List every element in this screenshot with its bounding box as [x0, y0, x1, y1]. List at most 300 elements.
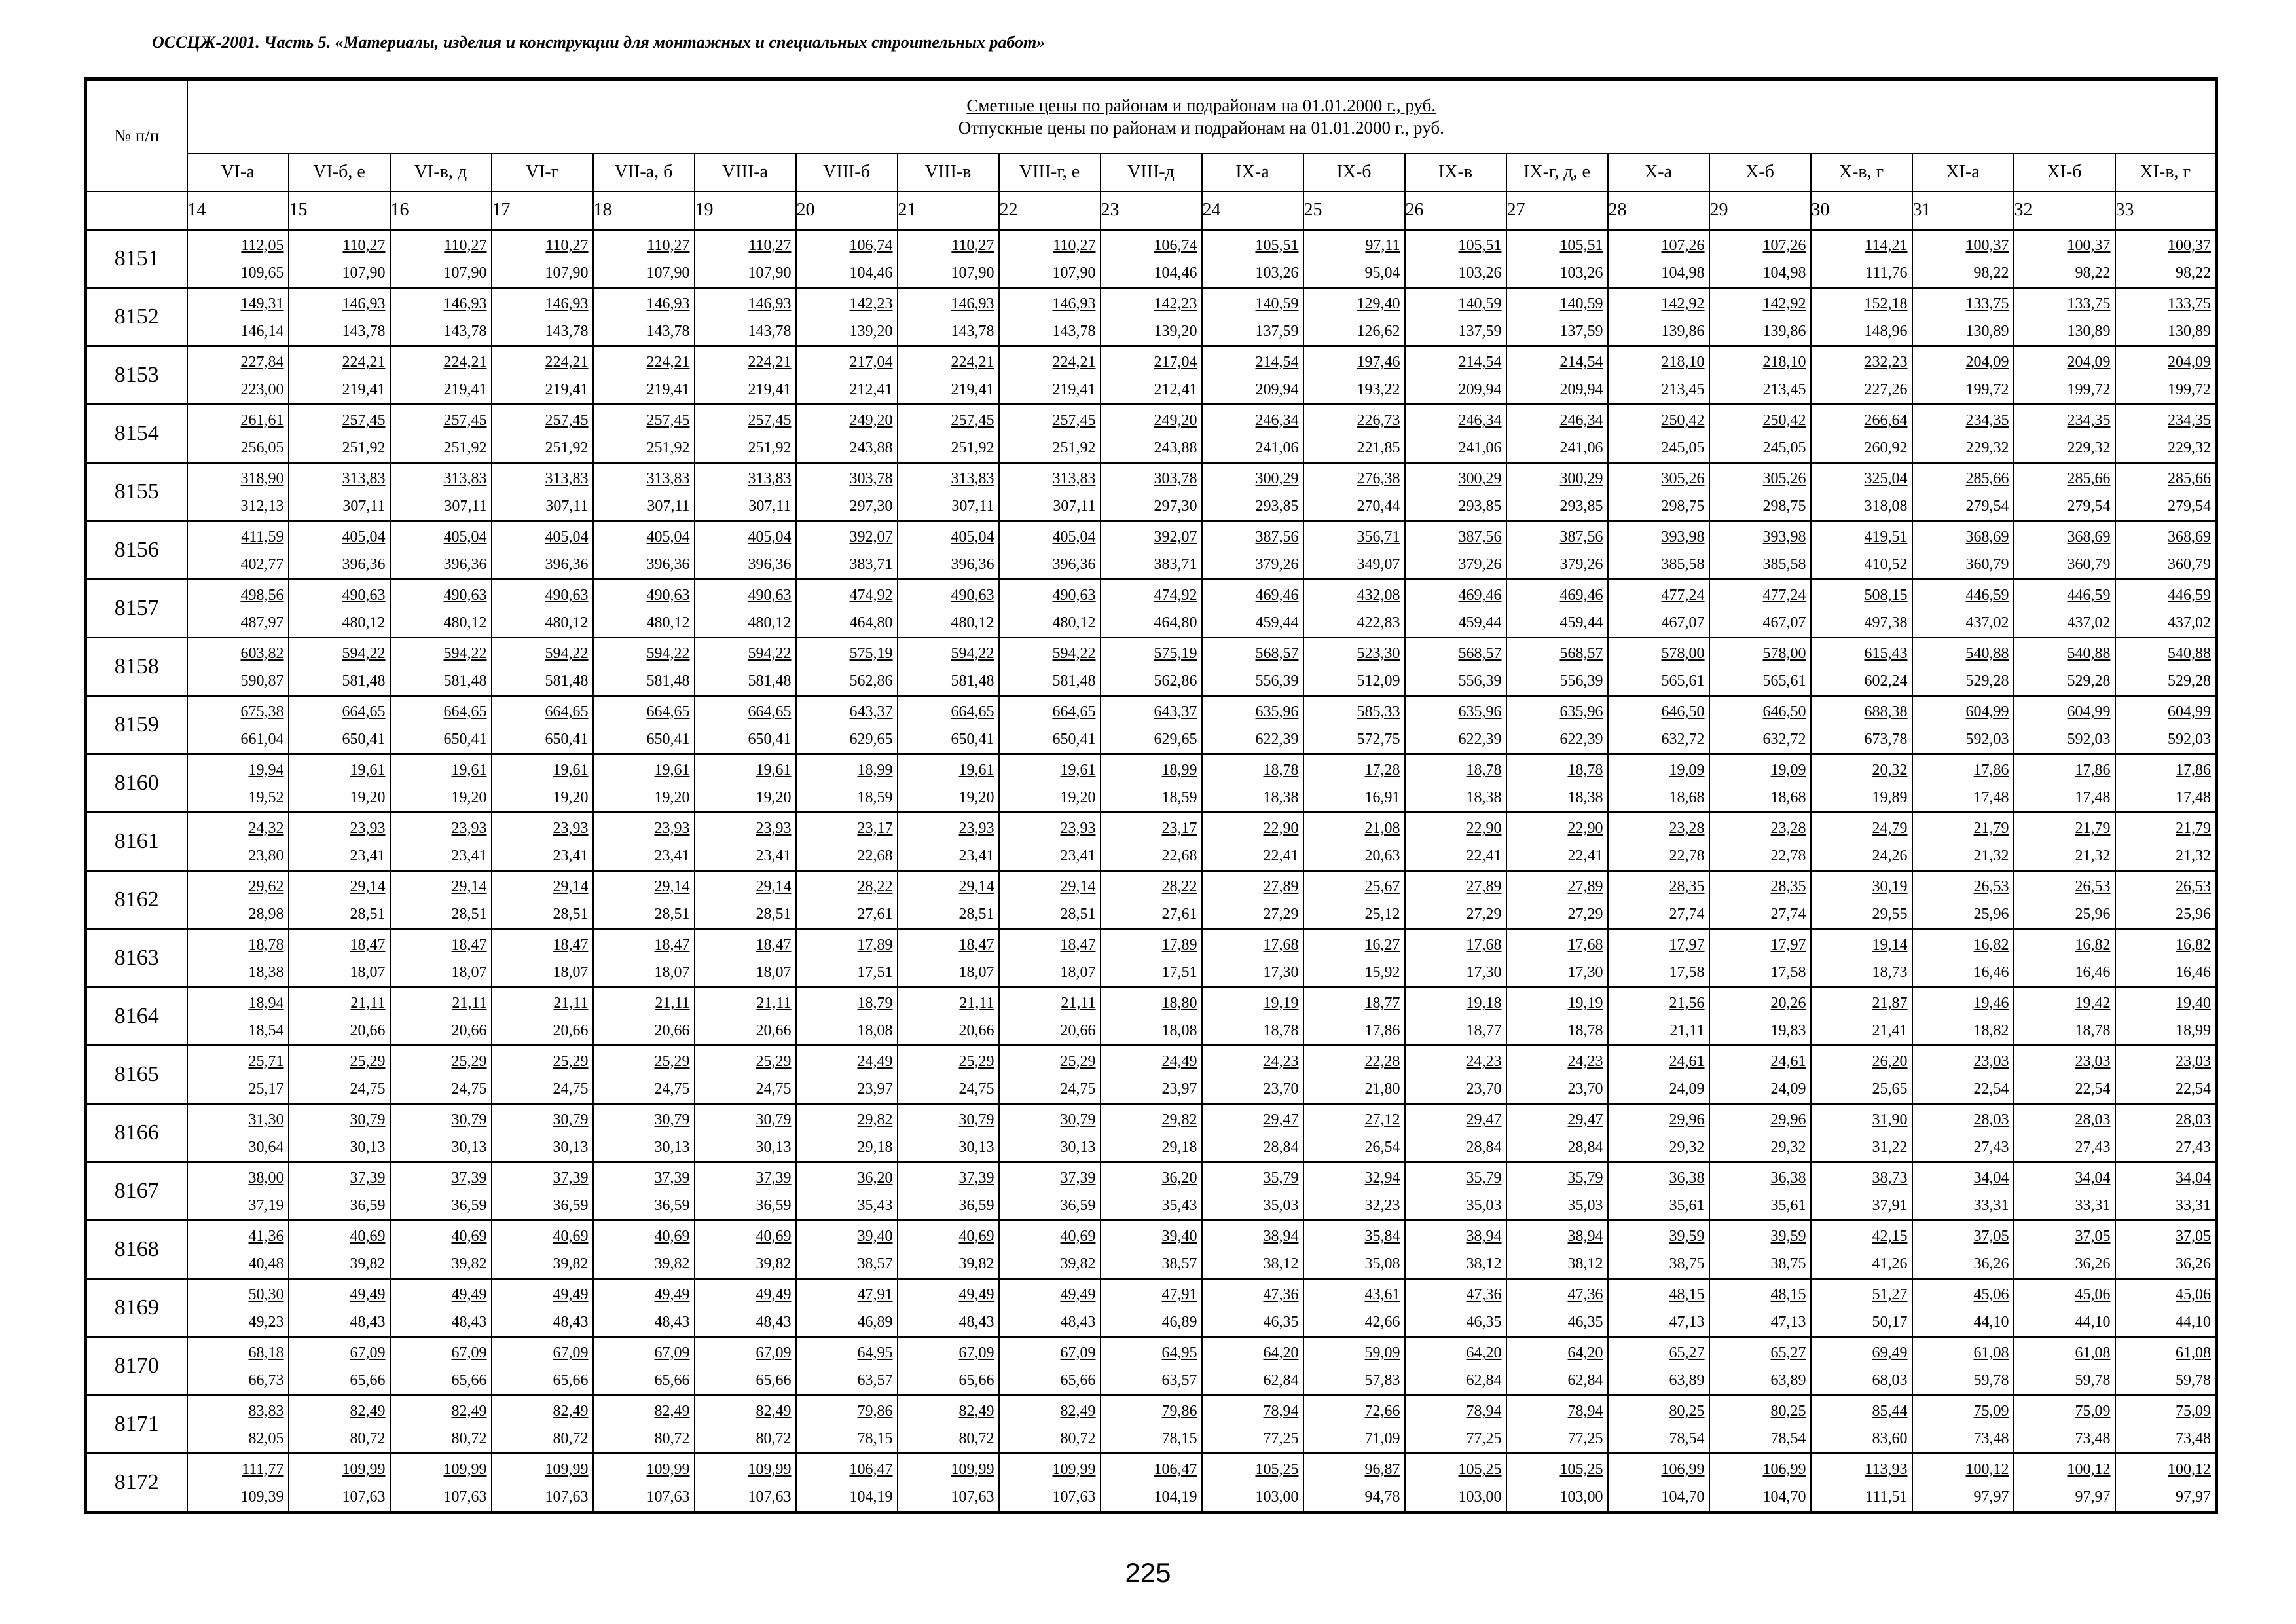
price-cell — [796, 1046, 898, 1104]
estimate-price: 78,94 — [1567, 1403, 1603, 1420]
price-cell — [593, 463, 695, 521]
estimate-price: 37,39 — [553, 1170, 589, 1187]
release-price: 17,48 — [1973, 789, 2009, 806]
price-cell — [999, 1395, 1101, 1454]
release-price: 59,78 — [1973, 1372, 2009, 1389]
release-price: 29,18 — [1161, 1139, 1197, 1156]
price-cell — [1811, 288, 1912, 346]
release-price: 36,26 — [1973, 1255, 2009, 1272]
estimate-price: 61,08 — [1973, 1344, 2009, 1361]
estimate-price: 477,24 — [1762, 587, 1806, 604]
estimate-price-title: Сметные цены по районам и подрайонам на 01.01.2000 г., руб. — [966, 96, 1436, 115]
estimate-price: 477,24 — [1661, 587, 1705, 604]
row-code: 8159 — [86, 696, 187, 754]
estimate-price: 105,51 — [1255, 237, 1299, 254]
price-cell — [898, 929, 999, 987]
price-cell — [999, 696, 1101, 754]
release-price: 16,91 — [1364, 789, 1400, 806]
price-cell — [1101, 1162, 1202, 1221]
release-price: 581,48 — [748, 673, 792, 690]
price-cell — [187, 1395, 289, 1454]
estimate-price: 64,95 — [1161, 1344, 1197, 1361]
price-cell — [1202, 1046, 1303, 1104]
release-price: 650,41 — [646, 731, 690, 748]
release-price: 437,02 — [2067, 614, 2111, 631]
release-price: 36,59 — [350, 1197, 386, 1214]
release-price: 18,08 — [857, 1022, 893, 1039]
price-cell — [898, 1279, 999, 1337]
estimate-price: 19,14 — [1872, 936, 1908, 953]
price-cell — [1303, 1337, 1405, 1395]
estimate-price: 49,49 — [451, 1286, 487, 1303]
estimate-price: 23,93 — [553, 820, 589, 837]
estimate-price: 114,21 — [1865, 237, 1908, 254]
release-price: 137,59 — [1559, 323, 1603, 340]
release-price: 35,03 — [1567, 1197, 1603, 1214]
estimate-price: 35,79 — [1466, 1170, 1502, 1187]
release-price: 36,26 — [2075, 1255, 2111, 1272]
release-price: 35,61 — [1669, 1197, 1705, 1214]
estimate-price: 21,11 — [959, 995, 994, 1012]
price-cell — [1811, 463, 1912, 521]
estimate-price: 109,99 — [1052, 1461, 1096, 1478]
release-price: 73,48 — [1973, 1430, 2009, 1447]
release-price: 139,20 — [849, 323, 893, 340]
release-price: 77,25 — [1263, 1430, 1299, 1447]
price-cell — [898, 638, 999, 696]
release-price: 17,58 — [1669, 964, 1705, 981]
price-cell — [1101, 580, 1202, 638]
price-cell — [1811, 1162, 1912, 1221]
price-cell — [1405, 754, 1506, 813]
release-price: 48,43 — [1060, 1314, 1096, 1331]
table-row — [86, 463, 2217, 521]
price-cell — [1912, 1104, 2014, 1162]
estimate-price: 40,69 — [1060, 1228, 1096, 1245]
estimate-price: 688,38 — [1864, 703, 1908, 720]
estimate-price: 25,29 — [958, 1053, 994, 1070]
table-row — [86, 346, 2217, 405]
release-price: 23,70 — [1263, 1080, 1299, 1098]
release-price: 28,51 — [553, 906, 589, 923]
estimate-price: 49,49 — [553, 1286, 589, 1303]
estimate-price: 393,98 — [1661, 528, 1705, 545]
release-price: 65,66 — [350, 1372, 386, 1389]
price-cell — [492, 521, 593, 580]
price-cell — [1405, 463, 1506, 521]
price-cell — [2115, 405, 2217, 463]
price-cell — [898, 696, 999, 754]
price-cell — [1912, 1162, 2014, 1221]
estimate-price: 578,00 — [1762, 645, 1806, 662]
release-price: 35,08 — [1364, 1255, 1400, 1272]
price-cell — [1811, 754, 1912, 813]
price-cell — [1811, 1337, 1912, 1395]
column-number: 22 — [999, 191, 1101, 230]
price-cell — [695, 463, 796, 521]
price-cell — [695, 230, 796, 288]
estimate-price: 224,21 — [443, 354, 487, 371]
release-price: 107,63 — [342, 1488, 386, 1505]
estimate-price: 40,69 — [350, 1228, 386, 1245]
estimate-price: 110,27 — [951, 237, 994, 254]
estimate-price: 30,79 — [1060, 1111, 1096, 1128]
price-cell — [492, 987, 593, 1046]
release-price: 41,26 — [1872, 1255, 1908, 1272]
estimate-price: 490,63 — [545, 587, 589, 604]
estimate-price: 100,37 — [1965, 237, 2009, 254]
release-price: 28,51 — [756, 906, 792, 923]
estimate-price: 568,57 — [1458, 645, 1502, 662]
release-price: 212,41 — [849, 381, 893, 398]
estimate-price: 49,49 — [654, 1286, 690, 1303]
column-number: 16 — [390, 191, 492, 230]
estimate-price: 18,47 — [958, 936, 994, 953]
price-cell — [1506, 987, 1608, 1046]
estimate-price: 313,83 — [545, 470, 589, 487]
price-cell — [1405, 1337, 1506, 1395]
release-price: 219,41 — [646, 381, 690, 398]
price-cell — [898, 580, 999, 638]
estimate-price: 490,63 — [646, 587, 690, 604]
price-cell — [593, 230, 695, 288]
release-price: 318,08 — [1864, 498, 1908, 515]
release-price: 383,71 — [849, 556, 893, 573]
estimate-price: 29,14 — [451, 878, 487, 895]
estimate-price: 29,62 — [248, 878, 284, 895]
release-price: 556,39 — [1458, 673, 1502, 690]
price-cell — [289, 1046, 390, 1104]
release-price: 71,09 — [1364, 1430, 1400, 1447]
table-row — [86, 929, 2217, 987]
estimate-price: 82,49 — [350, 1403, 386, 1420]
price-cell — [1202, 696, 1303, 754]
price-cell — [1303, 638, 1405, 696]
release-price: 22,41 — [1263, 847, 1299, 864]
price-cell — [593, 1162, 695, 1221]
release-price: 219,41 — [951, 381, 994, 398]
estimate-price: 26,53 — [1973, 878, 2009, 895]
price-cell — [187, 346, 289, 405]
row-code: 8166 — [86, 1104, 187, 1162]
estimate-price: 36,20 — [1161, 1170, 1197, 1187]
estimate-price: 19,61 — [451, 762, 487, 779]
estimate-price: 18,47 — [350, 936, 386, 953]
estimate-price: 100,12 — [1965, 1461, 2009, 1478]
release-price: 104,70 — [1762, 1488, 1806, 1505]
release-price: 36,59 — [756, 1197, 792, 1214]
price-cell — [2115, 1046, 2217, 1104]
estimate-price: 18,77 — [1364, 995, 1400, 1012]
release-price: 650,41 — [443, 731, 487, 748]
price-cell — [1709, 1337, 1811, 1395]
price-cell — [1303, 1395, 1405, 1454]
release-price: 24,75 — [756, 1080, 792, 1098]
release-price: 396,36 — [545, 556, 589, 573]
estimate-price: 643,37 — [849, 703, 893, 720]
release-price: 243,88 — [849, 439, 893, 456]
price-cell — [593, 1046, 695, 1104]
release-price: 219,41 — [748, 381, 792, 398]
release-price: 39,82 — [654, 1255, 690, 1272]
estimate-price: 646,50 — [1762, 703, 1806, 720]
release-price: 28,51 — [350, 906, 386, 923]
release-price: 396,36 — [342, 556, 386, 573]
release-price: 219,41 — [545, 381, 589, 398]
price-cell — [2014, 1221, 2115, 1279]
price-cell — [390, 929, 492, 987]
price-cell — [695, 696, 796, 754]
price-cell — [1608, 696, 1709, 754]
release-price: 107,90 — [951, 265, 994, 282]
price-cell — [1101, 1395, 1202, 1454]
district-header: VIII-д — [1101, 153, 1202, 191]
price-cell — [1709, 580, 1811, 638]
release-price: 396,36 — [951, 556, 994, 573]
price-cell — [1912, 754, 2014, 813]
price-cell — [289, 813, 390, 871]
release-price: 379,26 — [1559, 556, 1603, 573]
release-price: 37,19 — [248, 1197, 284, 1214]
release-price: 385,58 — [1762, 556, 1806, 573]
price-cell — [1506, 580, 1608, 638]
estimate-price: 257,45 — [748, 412, 792, 429]
price-cell — [999, 813, 1101, 871]
release-price: 27,29 — [1263, 906, 1299, 923]
row-code: 8162 — [86, 871, 187, 929]
release-price: 23,41 — [553, 847, 589, 864]
estimate-price: 105,25 — [1458, 1461, 1502, 1478]
release-price: 27,43 — [2075, 1139, 2111, 1156]
release-price: 437,02 — [2168, 614, 2212, 631]
estimate-price: 110,27 — [1053, 237, 1096, 254]
price-cell — [1303, 987, 1405, 1046]
price-cell — [2115, 346, 2217, 405]
estimate-price: 664,65 — [646, 703, 690, 720]
price-cell — [1202, 1337, 1303, 1395]
table-row — [86, 1454, 2217, 1513]
price-cell — [492, 929, 593, 987]
price-cell — [898, 987, 999, 1046]
price-cell — [796, 871, 898, 929]
estimate-price: 25,67 — [1364, 878, 1400, 895]
release-price: 18,73 — [1872, 964, 1908, 981]
price-cell — [492, 1104, 593, 1162]
estimate-price: 405,04 — [443, 528, 487, 545]
column-number-blank — [86, 191, 187, 230]
estimate-price: 18,47 — [654, 936, 690, 953]
release-price: 245,05 — [1661, 439, 1705, 456]
release-price: 650,41 — [545, 731, 589, 748]
price-cell — [1101, 1221, 1202, 1279]
estimate-price: 249,20 — [849, 412, 893, 429]
price-cell — [390, 1279, 492, 1337]
release-price: 73,48 — [2176, 1430, 2212, 1447]
price-cell — [1912, 929, 2014, 987]
price-cell — [999, 1221, 1101, 1279]
price-cell — [1303, 288, 1405, 346]
column-number: 32 — [2014, 191, 2115, 230]
release-price: 19,20 — [958, 789, 994, 806]
price-cell — [2115, 1337, 2217, 1395]
estimate-price: 35,79 — [1567, 1170, 1603, 1187]
district-header: XI-б — [2014, 153, 2115, 191]
estimate-price: 17,89 — [1161, 936, 1197, 953]
release-price: 24,09 — [1770, 1080, 1806, 1098]
price-table-body — [86, 230, 2217, 1513]
estimate-price: 35,79 — [1263, 1170, 1299, 1187]
release-price: 27,29 — [1567, 906, 1603, 923]
estimate-price: 19,09 — [1669, 762, 1705, 779]
price-cell — [1202, 1162, 1303, 1221]
estimate-price: 204,09 — [2067, 354, 2111, 371]
release-price: 98,22 — [2176, 265, 2212, 282]
price-cell — [898, 1162, 999, 1221]
estimate-price: 39,40 — [1161, 1228, 1197, 1245]
price-cell — [1303, 929, 1405, 987]
estimate-price: 490,63 — [1052, 587, 1096, 604]
release-price: 29,32 — [1770, 1139, 1806, 1156]
price-cell — [796, 1337, 898, 1395]
price-cell — [289, 288, 390, 346]
price-cell — [593, 1337, 695, 1395]
price-cell — [1811, 346, 1912, 405]
price-cell — [2014, 1104, 2115, 1162]
estimate-price: 37,39 — [958, 1170, 994, 1187]
row-code: 8163 — [86, 929, 187, 987]
price-cell — [1202, 1454, 1303, 1513]
district-header: X-а — [1608, 153, 1709, 191]
column-number: 30 — [1811, 191, 1912, 230]
release-price: 21,80 — [1364, 1080, 1400, 1098]
estimate-price: 313,83 — [443, 470, 487, 487]
price-cell — [1405, 580, 1506, 638]
estimate-price: 30,79 — [451, 1111, 487, 1128]
price-cell — [390, 1221, 492, 1279]
estimate-price: 34,04 — [2075, 1170, 2111, 1187]
release-price: 27,74 — [1770, 906, 1806, 923]
release-price: 212,41 — [1154, 381, 1197, 398]
estimate-price: 21,87 — [1872, 995, 1908, 1012]
release-price: 27,61 — [1161, 906, 1197, 923]
estimate-price: 224,21 — [646, 354, 690, 371]
release-price: 251,92 — [545, 439, 589, 456]
price-cell — [1202, 987, 1303, 1046]
price-cell — [1101, 405, 1202, 463]
estimate-price: 226,73 — [1357, 412, 1400, 429]
price-cell — [999, 1046, 1101, 1104]
release-price: 97,97 — [1973, 1488, 2009, 1505]
release-price: 18,07 — [451, 964, 487, 981]
estimate-price: 110,27 — [444, 237, 487, 254]
release-price: 229,32 — [2067, 439, 2111, 456]
price-cell — [2014, 754, 2115, 813]
price-cell — [2014, 696, 2115, 754]
release-price: 80,72 — [451, 1430, 487, 1447]
estimate-price: 29,96 — [1669, 1111, 1705, 1128]
price-cell — [2014, 871, 2115, 929]
release-price: 23,41 — [756, 847, 792, 864]
price-cell — [1506, 405, 1608, 463]
release-price: 23,41 — [350, 847, 386, 864]
price-cell — [1811, 1221, 1912, 1279]
release-price: 673,78 — [1864, 731, 1908, 748]
release-price: 556,39 — [1255, 673, 1299, 690]
release-price: 497,38 — [1864, 614, 1908, 631]
price-cell — [1608, 405, 1709, 463]
estimate-price: 325,04 — [1864, 470, 1908, 487]
price-cell — [999, 346, 1101, 405]
estimate-price: 405,04 — [748, 528, 792, 545]
estimate-price: 594,22 — [1052, 645, 1096, 662]
release-price: 241,06 — [1458, 439, 1502, 456]
release-price: 94,78 — [1364, 1488, 1400, 1505]
estimate-price: 540,88 — [2168, 645, 2212, 662]
estimate-price: 27,12 — [1364, 1111, 1400, 1128]
estimate-price: 25,29 — [756, 1053, 792, 1070]
price-cell — [390, 754, 492, 813]
estimate-price: 28,03 — [2176, 1111, 2212, 1128]
release-price: 19,20 — [350, 789, 386, 806]
estimate-price: 67,09 — [451, 1344, 487, 1361]
price-cell — [2014, 1395, 2115, 1454]
estimate-price: 59,09 — [1364, 1344, 1400, 1361]
release-price: 20,63 — [1364, 847, 1400, 864]
row-code: 8160 — [86, 754, 187, 813]
release-price: 632,72 — [1762, 731, 1806, 748]
estimate-price: 594,22 — [545, 645, 589, 662]
price-cell — [1202, 288, 1303, 346]
release-price: 18,78 — [1263, 1022, 1299, 1039]
estimate-price: 19,61 — [1060, 762, 1096, 779]
price-cell — [390, 696, 492, 754]
estimate-price: 405,04 — [646, 528, 690, 545]
price-cell — [390, 288, 492, 346]
estimate-price: 37,05 — [1973, 1228, 2009, 1245]
release-price: 40,48 — [248, 1255, 284, 1272]
price-cell — [1202, 346, 1303, 405]
estimate-price: 387,56 — [1458, 528, 1502, 545]
row-code: 8152 — [86, 288, 187, 346]
price-cell — [1202, 1279, 1303, 1337]
release-price: 35,43 — [1161, 1197, 1197, 1214]
release-price: 16,46 — [2075, 964, 2111, 981]
release-price: 650,41 — [342, 731, 386, 748]
price-cell — [1202, 1395, 1303, 1454]
price-cell — [695, 813, 796, 871]
price-cell — [492, 346, 593, 405]
district-header: IX-в — [1405, 153, 1506, 191]
price-cell — [1405, 871, 1506, 929]
release-price: 622,39 — [1255, 731, 1299, 748]
estimate-price: 303,78 — [849, 470, 893, 487]
estimate-price: 197,46 — [1357, 354, 1400, 371]
estimate-price: 48,15 — [1669, 1286, 1705, 1303]
estimate-price: 23,93 — [654, 820, 690, 837]
release-price: 379,26 — [1458, 556, 1502, 573]
estimate-price: 19,09 — [1770, 762, 1806, 779]
price-cell — [999, 1162, 1101, 1221]
price-cell — [1608, 580, 1709, 638]
estimate-price: 17,86 — [2176, 762, 2212, 779]
estimate-price: 246,34 — [1458, 412, 1502, 429]
price-cell — [1912, 1046, 2014, 1104]
release-price: 402,77 — [240, 556, 284, 573]
estimate-price: 29,47 — [1466, 1111, 1502, 1128]
price-cell — [1811, 987, 1912, 1046]
release-price: 22,54 — [2176, 1080, 2212, 1098]
estimate-price: 110,27 — [647, 237, 690, 254]
